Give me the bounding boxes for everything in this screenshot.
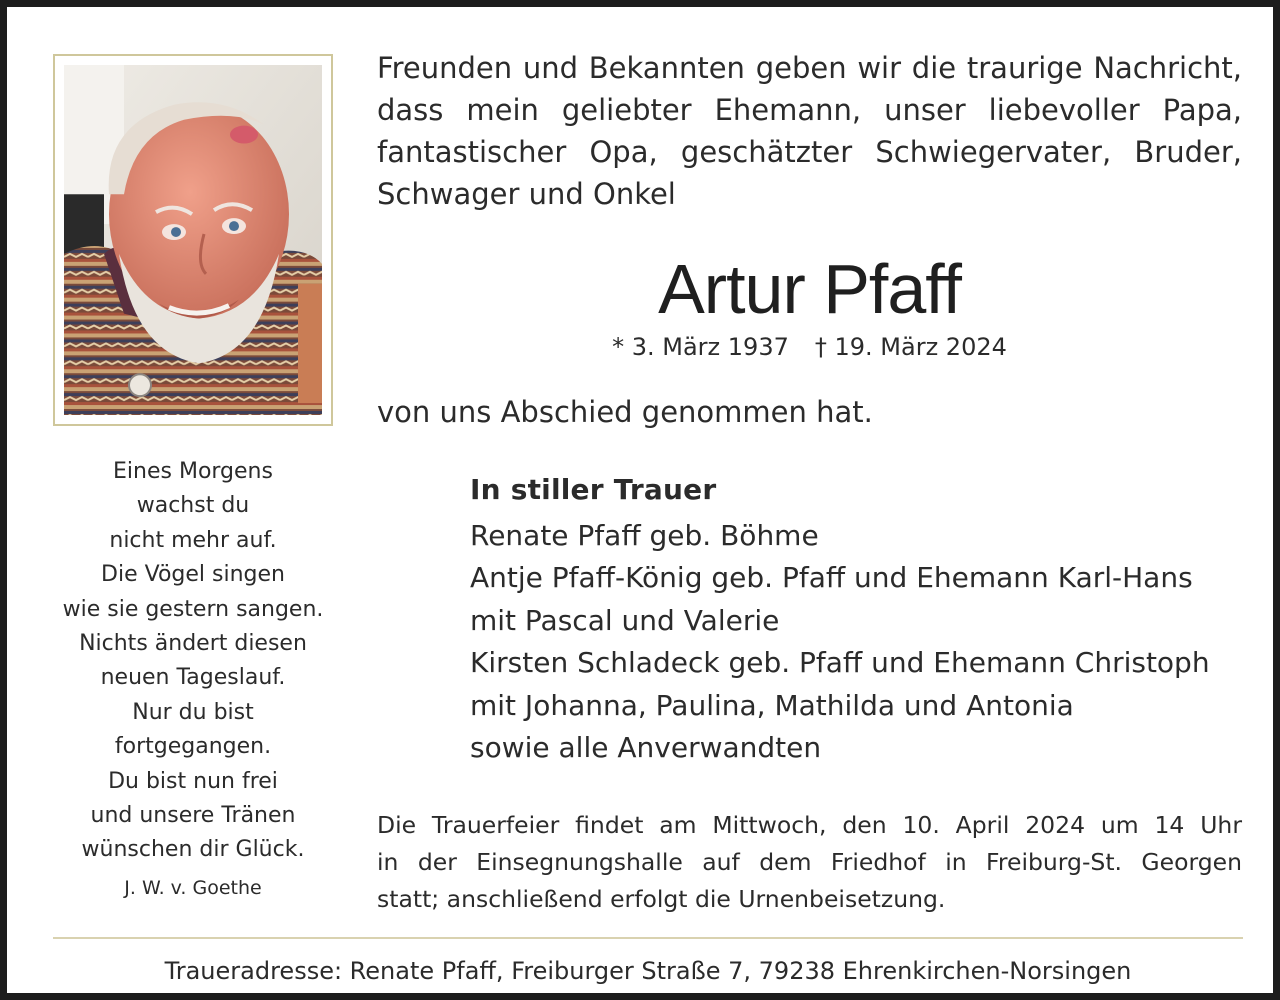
poem-author: J. W. v. Goethe — [124, 876, 262, 899]
portrait-photo-icon — [64, 65, 322, 415]
deceased-name: Artur Pfaff — [658, 250, 961, 328]
mourner-entry: Antje Pfaff-König geb. Pfaff und Ehemann Karl-Hans — [470, 561, 1193, 594]
poem-line: wie sie gestern sangen. — [62, 596, 324, 622]
intro-line: dass mein geliebter Ehemann, unser liebevoller Papa, — [377, 93, 1242, 127]
intro-line: Schwager und Onkel — [377, 177, 676, 211]
poem-line: und unsere Tränen — [90, 803, 296, 829]
mourning-address: Traueradresse: Renate Pfaff, Freiburger Straße 7, 79238 Ehrenkirchen-Norsingen — [164, 957, 1132, 985]
mourner-entry: mit Johanna, Paulina, Mathilda und Antonia — [470, 688, 1074, 722]
poem-line: Nichts ändert diesen — [79, 631, 307, 657]
farewell-text: von uns Abschied genommen hat. — [377, 395, 873, 429]
poem-line: nicht mehr auf. — [109, 527, 277, 553]
poem-line: fortgegangen. — [114, 734, 272, 760]
mourners-list — [470, 469, 1260, 770]
mourner-entry: Renate Pfaff geb. Böhme — [470, 518, 819, 552]
poem-line: wünschen dir Glück. — [81, 837, 305, 863]
mourner-entry: Kirsten Schladeck geb. Pfaff und Ehemann Christoph — [470, 646, 1210, 679]
birth-date: * 3. März 1937 — [612, 333, 789, 361]
intro-line: fantastischer Opa, geschätzter Schwiegervater, Bruder, — [377, 135, 1242, 169]
intro-text — [377, 47, 1242, 215]
poem-line: wachst du — [136, 493, 250, 519]
service-line: in der Einsegnungshalle auf dem Friedhof in Freiburg-St. Georgen — [377, 848, 1242, 876]
mourner-entry: sowie alle Anverwandten — [470, 731, 822, 764]
poem-line: Du bist nun frei — [108, 768, 278, 794]
death-date: † 19. März 2024 — [814, 333, 1007, 361]
portrait-frame — [53, 54, 333, 426]
poem-line: Nur du bist — [132, 699, 254, 725]
mourners-heading: In stiller Trauer — [470, 473, 717, 506]
divider — [53, 937, 1243, 939]
poem — [43, 455, 343, 902]
life-dates — [377, 329, 1242, 365]
poem-line: Die Vögel singen — [101, 562, 285, 588]
poem-line: Eines Morgens — [113, 459, 273, 484]
service-line: Die Trauerfeier findet am Mittwoch, den 10. April 2024 um 14 Uhr — [377, 811, 1242, 839]
intro-line: Freunden und Bekannten geben wir die traurige Nachricht, — [377, 51, 1242, 85]
poem-line: neuen Tageslauf. — [100, 665, 286, 691]
service-info — [377, 807, 1242, 918]
service-line: statt; anschließend erfolgt die Urnenbeisetzung. — [377, 885, 946, 913]
mourner-entry: mit Pascal und Valerie — [470, 603, 780, 637]
